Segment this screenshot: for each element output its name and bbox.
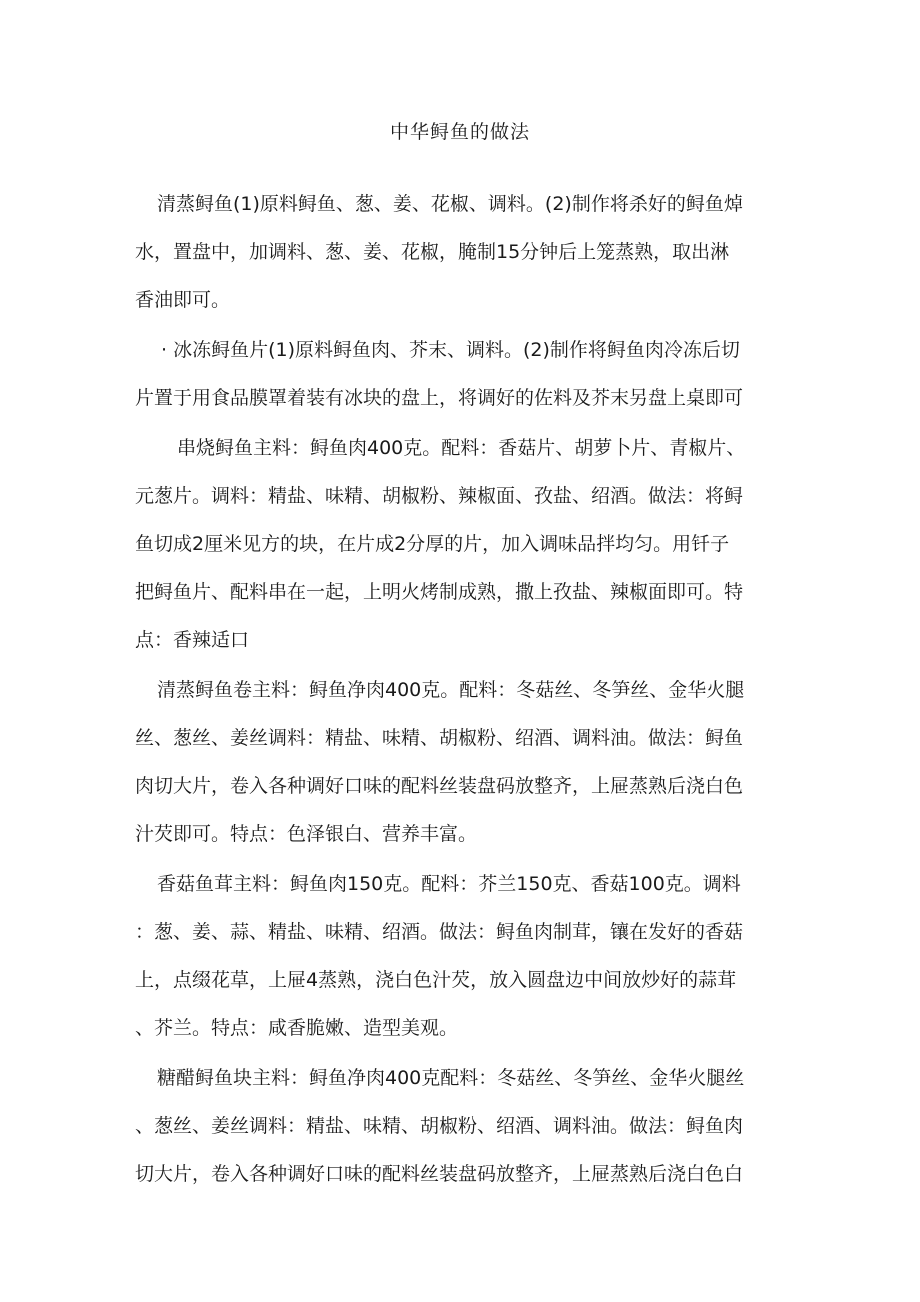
text-line: 片置于用食品膜罩着装有冰块的盘上，将调好的佐料及芥末另盘上桌即可: [135, 387, 744, 409]
text-line: 把鲟鱼片、配料串在一起，上明火烤制成熟，撒上孜盐、辣椒面即可。特: [135, 581, 744, 603]
document-body: [135, 180, 800, 1200]
text-line: 、葱丝、姜丝调料：精盐、味精、胡椒粉、绍酒、调料油。做法：鲟鱼肉: [135, 1115, 744, 1137]
text-line: 、芥兰。特点：咸香脆嫩、造型美观。: [135, 1017, 459, 1039]
document-title: 中华鲟鱼的做法: [389, 121, 530, 143]
recipe-sweet-sour-sturgeon: [135, 1054, 800, 1198]
text-line: 上，点缀花草，上屉4蒸熟，浇白色汁芡，放入圆盘边中间放炒好的蒜茸: [135, 969, 737, 991]
text-line: 丝、葱丝、姜丝调料：精盐、味精、胡椒粉、绍酒、调料油。做法：鲟鱼: [135, 727, 744, 749]
text-line: 点：香辣适口: [135, 629, 250, 651]
text-line: 糖醋鲟鱼块主料：鲟鱼净肉400克配料：冬菇丝、冬笋丝、金华火腿丝: [157, 1067, 745, 1089]
text-line: 元葱片。调料：精盐、味精、胡椒粉、辣椒面、孜盐、绍酒。做法：将鲟: [135, 485, 744, 507]
text-line: 肉切大片，卷入各种调好口味的配料丝装盘码放整齐，上屉蒸熟后浇白色: [135, 775, 744, 797]
recipe-steamed-sturgeon-rolls: [135, 666, 800, 858]
recipe-steamed-sturgeon: [135, 180, 800, 324]
text-line: 水，置盘中，加调料、葱、姜、花椒，腌制15分钟后上笼蒸熟，取出淋: [135, 241, 730, 263]
text-line: 汁芡即可。特点：色泽银白、营养丰富。: [135, 823, 478, 845]
text-line: · 冰冻鲟鱼片(1)原料鲟鱼肉、芥末、调料。(2)制作将鲟鱼肉冷冻后切: [161, 339, 740, 361]
recipe-mushroom-fish-paste: [135, 860, 800, 1052]
text-line: 切大片，卷入各种调好口味的配料丝装盘码放整齐，上屉蒸熟后浇白色白: [135, 1163, 744, 1185]
text-line: 清蒸鲟鱼(1)原料鲟鱼、葱、姜、花椒、调料。(2)制作将杀好的鲟鱼焯: [157, 193, 743, 215]
text-line: 香菇鱼茸主料：鲟鱼肉150克。配料：芥兰150克、香菇100克。调料: [157, 873, 741, 895]
recipe-frozen-sturgeon-slices: [135, 326, 800, 422]
text-line: ：葱、姜、蒜、精盐、味精、绍酒。做法：鲟鱼肉制茸，镶在发好的香菇: [135, 921, 744, 943]
text-line: 串烧鲟鱼主料：鲟鱼肉400克。配料：香菇片、胡萝卜片、青椒片、: [177, 437, 746, 459]
text-line: 鱼切成2厘米见方的块，在片成2分厚的片，加入调味品拌均匀。用钎子: [135, 533, 730, 555]
recipe-skewered-sturgeon: [135, 424, 800, 664]
text-line: 清蒸鲟鱼卷主料：鲟鱼净肉400克。配料：冬菇丝、冬笋丝、金华火腿: [157, 679, 745, 701]
text-line: 香油即可。: [135, 289, 231, 311]
